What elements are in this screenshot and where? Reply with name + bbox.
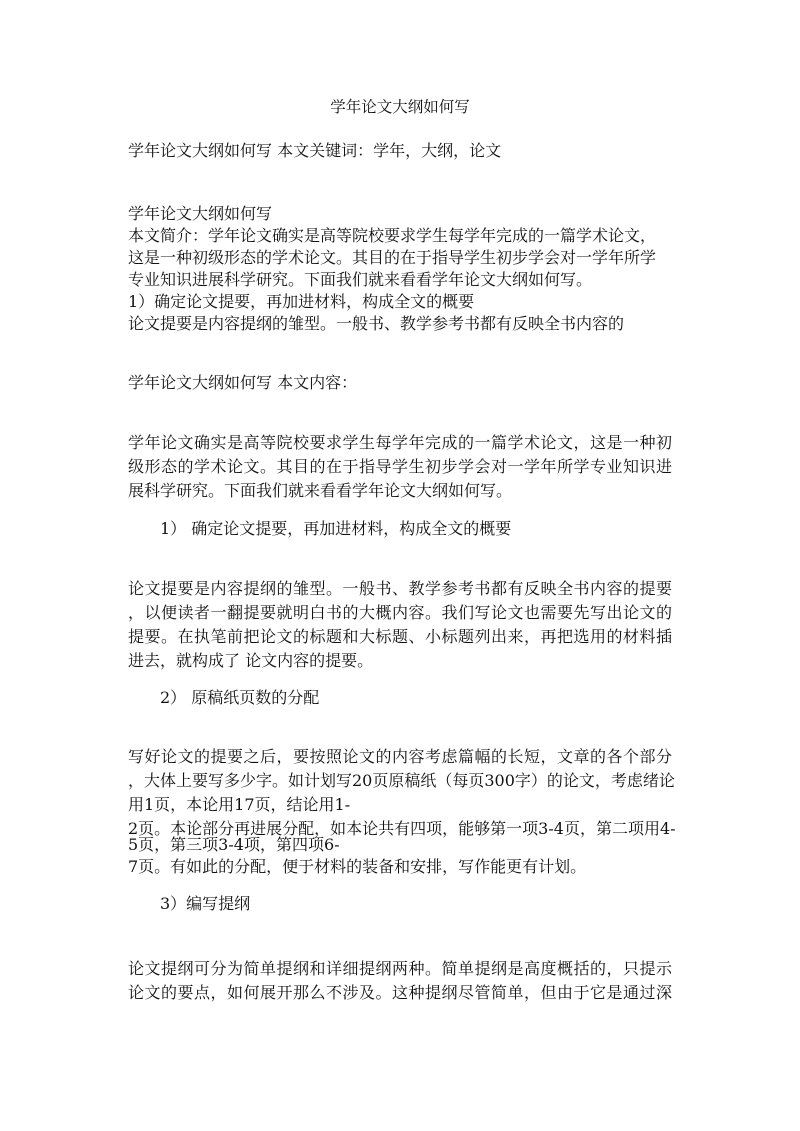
content-heading: 学年论文大纲如何写 本文内容： <box>128 373 358 392</box>
section-2-line: 7页。有如此的分配，便于材料的装备和安排，写作能更有计划。 <box>128 857 587 876</box>
intro-line: 展科学研究。下面我们就来看看学年论文大纲如何写。 <box>128 481 513 500</box>
section-3-line: 论文的要点，如何展开那么不涉及。这种提纲尽管简单，但由于它是通过深 <box>128 983 672 1002</box>
section-1-line: ，以便读者一翻提要就明白书的大概内容。我们写论文也需要先写出论文的 <box>128 603 672 622</box>
section-2-heading: 2） 原稿纸页数的分配 <box>160 688 320 707</box>
summary-heading: 学年论文大纲如何写 <box>128 204 273 223</box>
keywords-line: 学年论文大纲如何写 本文关键词：学年，大纲，论文 <box>128 141 502 160</box>
summary-line: 专业知识进展科学研究。下面我们就来看看学年论文大纲如何写。 <box>128 270 593 289</box>
section-2-line: 用1页，本论用17页，结论用1- <box>128 795 351 814</box>
summary-line: 这是一种初级形态的学术论文。其目的在于指导学生初步学会对一学年所学 <box>128 248 657 267</box>
intro-line: 级形态的学术论文。其目的在于指导学生初步学会对一学年所学专业知识进 <box>128 457 672 476</box>
section-1-line: 论文提要是内容提纲的雏型。一般书、教学参考书都有反映全书内容的提要 <box>128 579 672 598</box>
section-2-line: 2页。本论部分再进展分配，如本论共有四项，能够第一项3-4页，第二项用4- <box>128 819 676 838</box>
intro-line: 学年论文确实是高等院校要求学生每学年完成的一篇学术论文，这是一种初 <box>128 433 672 452</box>
section-3-line: 论文提纲可分为简单提纲和详细提纲两种。简单提纲是高度概括的，只提示 <box>128 959 672 978</box>
section-1-line: 提要。在执笔前把论文的标题和大标题、小标题列出来，再把选用的材料插 <box>128 627 672 646</box>
section-3-heading: 3）编写提纲 <box>160 894 251 913</box>
summary-line: 本文简介：学年论文确实是高等院校要求学生每学年完成的一篇学术论文， <box>128 226 657 245</box>
section-1-heading: 1） 确定论文提要，再加进材料，构成全文的概要 <box>160 519 512 538</box>
summary-line: 1）确定论文提要，再加进材料，构成全文的概要 <box>128 292 475 311</box>
document-title: 学年论文大纲如何写 <box>330 98 470 116</box>
section-1-line: 进去，就构成了 论文内容的提要。 <box>128 651 374 670</box>
summary-line: 论文提要是内容提纲的雏型。一般书、教学参考书都有反映全书内容的 <box>128 314 625 333</box>
section-2-line: 5页，第三项3-4项，第四项6- <box>128 835 340 854</box>
section-2-line: ，大体上要写多少字。如计划写20页原稿纸（每页300字）的论文，考虑绪论 <box>128 771 675 790</box>
section-2-line: 写好论文的提要之后，要按照论文的内容考虑篇幅的长短，文章的各个部分 <box>128 747 672 766</box>
